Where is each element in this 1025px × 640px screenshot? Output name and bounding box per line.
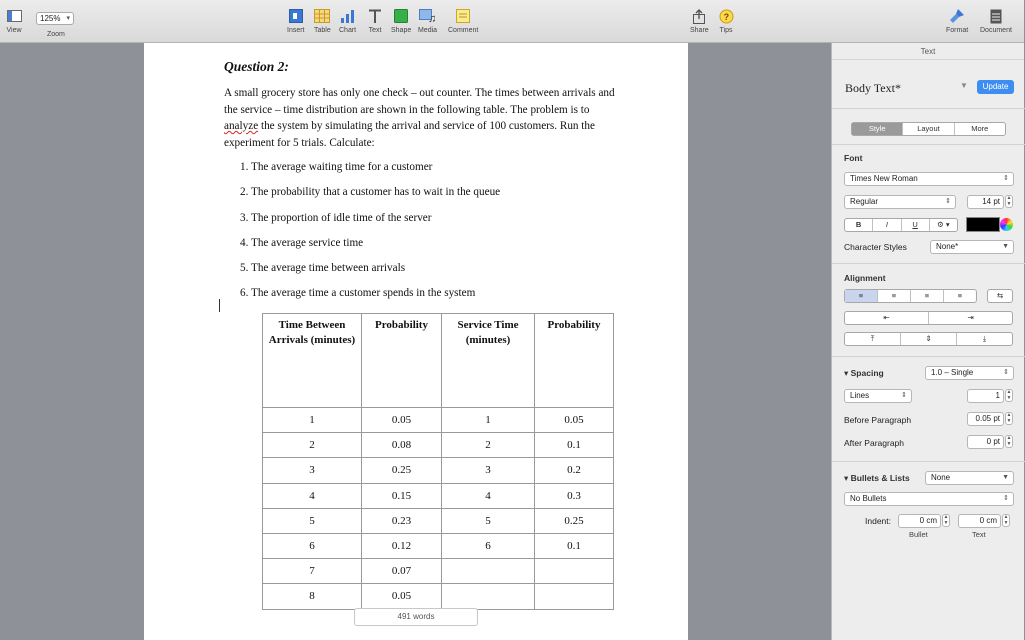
svg-text:♫: ♫	[427, 13, 436, 25]
table-cell: 0.12	[362, 533, 442, 558]
updown-icon: ⇕	[945, 198, 951, 205]
before-paragraph-field[interactable]: 0.05 pt	[967, 412, 1004, 426]
divider	[832, 144, 1025, 145]
updown-icon: ⇕	[1003, 495, 1009, 502]
indent-label: Indent:	[865, 516, 891, 526]
bold-button[interactable]: B	[855, 220, 862, 229]
divider	[832, 108, 1025, 109]
share-label: Share	[690, 27, 709, 34]
after-paragraph-label: After Paragraph	[844, 438, 905, 448]
view-button[interactable]	[6, 8, 22, 34]
spacing-title-text: Spacing	[850, 368, 884, 378]
shape-button[interactable]	[391, 8, 411, 34]
table-row	[263, 408, 614, 433]
bullets-title-text: Bullets & Lists	[850, 473, 910, 483]
distribution-table[interactable]	[262, 313, 614, 610]
table-button[interactable]	[314, 8, 331, 34]
list-item: 3. The proportion of idle time of the server	[240, 211, 432, 224]
table-cell: 8	[263, 584, 362, 609]
question-list	[240, 159, 500, 311]
vertical-alignment-buttons	[844, 332, 1013, 346]
bullet-indent-stepper[interactable]: ▲ ▼	[943, 514, 949, 526]
text-color-well[interactable]	[966, 217, 1000, 232]
paragraph-style-name[interactable]: Body Text*	[845, 81, 901, 95]
word-count[interactable]: 491 words	[354, 608, 478, 626]
comment-button[interactable]	[448, 8, 478, 34]
align-center-icon[interactable]: ≡	[877, 290, 910, 302]
table-cell	[442, 559, 535, 584]
table-cell: 0.07	[362, 559, 442, 584]
font-family-value: Times New Roman	[850, 174, 918, 183]
text-label: Text	[368, 27, 382, 34]
align-right-icon[interactable]: ≡	[910, 290, 943, 302]
character-styles-value: None*	[936, 242, 959, 251]
intro-text-end: the system by simulating the arrival and service of 100 customers. Run the experiment for 5 trials. Calculate:	[224, 120, 595, 149]
help-icon	[718, 8, 734, 24]
tab-more[interactable]: More	[954, 123, 1005, 135]
spacing-unit-value: Lines	[850, 391, 870, 400]
color-wheel-icon[interactable]	[1000, 218, 1013, 231]
document-button[interactable]	[980, 8, 1012, 34]
text-indent-stepper[interactable]: ▲ ▼	[1003, 514, 1009, 526]
alignment-buttons	[844, 289, 977, 303]
bullet-type-value: No Bullets	[850, 494, 887, 503]
before-paragraph-stepper[interactable]: ▲ ▼	[1006, 412, 1012, 424]
table-cell: 0.2	[535, 458, 614, 483]
update-style-button[interactable]: Update	[977, 80, 1014, 94]
tab-style[interactable]: Style	[852, 123, 902, 135]
media-label: Media	[418, 27, 438, 34]
table-cell: 0.3	[535, 483, 614, 508]
decrease-indent-icon[interactable]: ⇤	[883, 313, 890, 322]
after-paragraph-stepper[interactable]: ▲ ▼	[1006, 435, 1012, 447]
table-cell: 7	[263, 559, 362, 584]
align-middle-icon[interactable]: ⇕	[900, 333, 956, 345]
character-styles-select[interactable]	[930, 240, 1014, 254]
media-icon	[420, 8, 436, 24]
updown-icon: ⇕	[901, 392, 907, 399]
table-cell: 1	[442, 408, 535, 433]
text-caption: Text	[972, 530, 986, 539]
view-icon	[6, 8, 22, 24]
document-page[interactable]	[144, 43, 688, 640]
chevron-down-icon: ▼	[1002, 243, 1009, 250]
table-row	[263, 508, 614, 533]
header-arrival-probability: Probability	[362, 314, 442, 408]
align-justify-icon[interactable]: ≡	[943, 290, 976, 302]
list-item: 5. The average time between arrivals	[240, 262, 406, 275]
table-row	[263, 433, 614, 458]
table-cell: 2	[442, 433, 535, 458]
chevron-down-icon[interactable]: ▼	[960, 81, 968, 90]
table-cell: 0.15	[362, 483, 442, 508]
tab-layout[interactable]: Layout	[902, 123, 953, 135]
list-style-select[interactable]	[925, 471, 1014, 485]
list-item: 6. The average time a customer spends in the system	[240, 287, 476, 300]
underline-button[interactable]: U	[901, 219, 929, 231]
divider	[832, 263, 1025, 264]
align-bottom-icon[interactable]: ⤓	[956, 333, 1012, 345]
header-service-probability: Probability	[535, 314, 614, 408]
inspector-title: Text	[832, 43, 1024, 60]
bullet-caption: Bullet	[909, 530, 928, 539]
zoom-label: Zoom	[47, 31, 65, 38]
comment-label: Comment	[448, 27, 479, 34]
table-cell: 0.08	[362, 433, 442, 458]
list-item: 2. The probability that a customer has to wait in the queue	[240, 186, 501, 199]
zoom-select[interactable]	[36, 12, 74, 25]
updown-icon: ⇕	[1003, 369, 1009, 376]
format-button[interactable]	[946, 8, 968, 34]
chart-icon	[340, 8, 356, 24]
table-cell	[535, 559, 614, 584]
table-cell: 3	[442, 458, 535, 483]
table-label: Table	[314, 27, 331, 34]
font-section-title: Font	[844, 153, 863, 163]
document-label: Document	[980, 27, 1012, 34]
font-family-select[interactable]	[844, 172, 1014, 186]
table-row	[263, 458, 614, 483]
text-cursor	[219, 299, 220, 312]
text-direction-icon[interactable]: ⇆	[996, 291, 1004, 300]
table-cell: 5	[442, 508, 535, 533]
lines-stepper[interactable]: ▲ ▼	[1006, 389, 1012, 401]
spacing-section-title[interactable]: ▾ Spacing	[844, 368, 884, 378]
table-cell	[535, 584, 614, 609]
bullets-section-title[interactable]: ▾ Bullets & Lists	[844, 473, 910, 483]
text-options-button[interactable]: ⚙ ▾	[929, 219, 957, 231]
inspector-tabs	[851, 122, 1006, 136]
view-label: View	[6, 27, 22, 34]
header-arrival-time: Time Between Arrivals (minutes)	[263, 314, 362, 408]
spacing-unit-select[interactable]	[844, 389, 912, 403]
table-cell: 0.05	[535, 408, 614, 433]
table-row	[263, 584, 614, 609]
italic-button[interactable]: I	[872, 219, 900, 231]
font-style-buttons	[844, 218, 958, 232]
format-label: Format	[946, 27, 969, 34]
share-icon	[691, 8, 707, 24]
table-cell: 0.1	[535, 433, 614, 458]
insert-label: Insert	[287, 27, 305, 34]
intro-paragraph[interactable]	[224, 85, 619, 151]
misspelled-word[interactable]: analyze	[224, 120, 259, 132]
table-cell: 0.1	[535, 533, 614, 558]
document-icon	[988, 8, 1004, 24]
table-cell: 0.05	[362, 584, 442, 609]
insert-button[interactable]	[287, 8, 305, 34]
table-cell: 6	[442, 533, 535, 558]
divider	[832, 461, 1025, 462]
insert-icon	[288, 8, 304, 24]
table-row	[263, 533, 614, 558]
table-cell: 2	[263, 433, 362, 458]
format-inspector	[831, 43, 1024, 640]
share-button[interactable]	[690, 8, 709, 34]
chevron-down-icon: ▼	[1002, 474, 1009, 481]
chart-button[interactable]	[339, 8, 356, 34]
list-item: 1. The average waiting time for a customer	[240, 161, 433, 173]
text-button[interactable]	[367, 8, 383, 34]
bullet-indent-field[interactable]: 0 cm	[898, 514, 941, 528]
shape-label: Shape	[391, 27, 412, 34]
table-cell: 1	[263, 408, 362, 433]
lines-field[interactable]: 1	[967, 389, 1004, 403]
text-icon	[367, 8, 383, 24]
table-cell: 0.25	[535, 508, 614, 533]
table-cell: 5	[263, 508, 362, 533]
media-button[interactable]	[418, 8, 437, 34]
svg-text:?: ?	[723, 11, 729, 22]
table-cell: 0.25	[362, 458, 442, 483]
chevron-down-icon: ▾	[66, 15, 70, 22]
comment-icon	[455, 8, 471, 24]
font-weight-select[interactable]	[844, 195, 956, 209]
paintbrush-icon	[949, 8, 965, 24]
zoom-value: 125%	[40, 14, 61, 23]
table-cell: 6	[263, 533, 362, 558]
align-left-icon[interactable]: ≡	[845, 290, 877, 302]
indent-buttons	[844, 311, 1013, 325]
font-size-field[interactable]: 14 pt	[967, 195, 1004, 209]
divider	[832, 356, 1025, 357]
bullet-type-select[interactable]	[844, 492, 1014, 506]
table-cell: 4	[442, 483, 535, 508]
table-cell: 3	[263, 458, 362, 483]
tips-label: Tips	[719, 27, 733, 34]
table-cell: 0.23	[362, 508, 442, 533]
list-item: 4. The average service time	[240, 236, 364, 249]
table-icon	[314, 8, 330, 24]
table-header-row	[263, 314, 614, 408]
text-direction-button	[987, 289, 1013, 303]
document-canvas	[0, 43, 831, 640]
intro-text-start: A small grocery store has only one check – out counter. The times between arrivals and the service – time distribution are shown in the following table. The problem is to	[224, 87, 615, 116]
line-spacing-select[interactable]	[925, 366, 1014, 380]
updown-icon: ⇕	[1003, 175, 1009, 182]
question-title: Question 2:	[224, 59, 289, 74]
line-spacing-value: 1.0 – Single	[931, 368, 974, 377]
gear-icon: ⚙	[937, 220, 944, 229]
align-top-icon[interactable]: ⤒	[870, 334, 875, 343]
increase-indent-icon[interactable]: ⇥	[928, 312, 1012, 324]
table-cell: 4	[263, 483, 362, 508]
character-styles-label: Character Styles	[844, 242, 907, 252]
table-row	[263, 483, 614, 508]
shape-icon	[393, 8, 409, 24]
chart-label: Chart	[339, 27, 357, 34]
table-cell	[442, 584, 535, 609]
table-row	[263, 559, 614, 584]
font-weight-value: Regular	[850, 197, 879, 206]
table-cell: 0.05	[362, 408, 442, 433]
after-paragraph-field[interactable]: 0 pt	[967, 435, 1004, 449]
header-service-time: Service Time (minutes)	[442, 314, 535, 408]
before-paragraph-label: Before Paragraph	[844, 415, 912, 425]
alignment-section-title: Alignment	[844, 273, 886, 283]
list-style-value: None	[931, 473, 951, 482]
font-size-stepper[interactable]: ▲ ▼	[1006, 195, 1012, 207]
text-indent-field[interactable]: 0 cm	[958, 514, 1001, 528]
tips-button[interactable]	[718, 8, 734, 34]
toolbar	[0, 0, 1024, 43]
